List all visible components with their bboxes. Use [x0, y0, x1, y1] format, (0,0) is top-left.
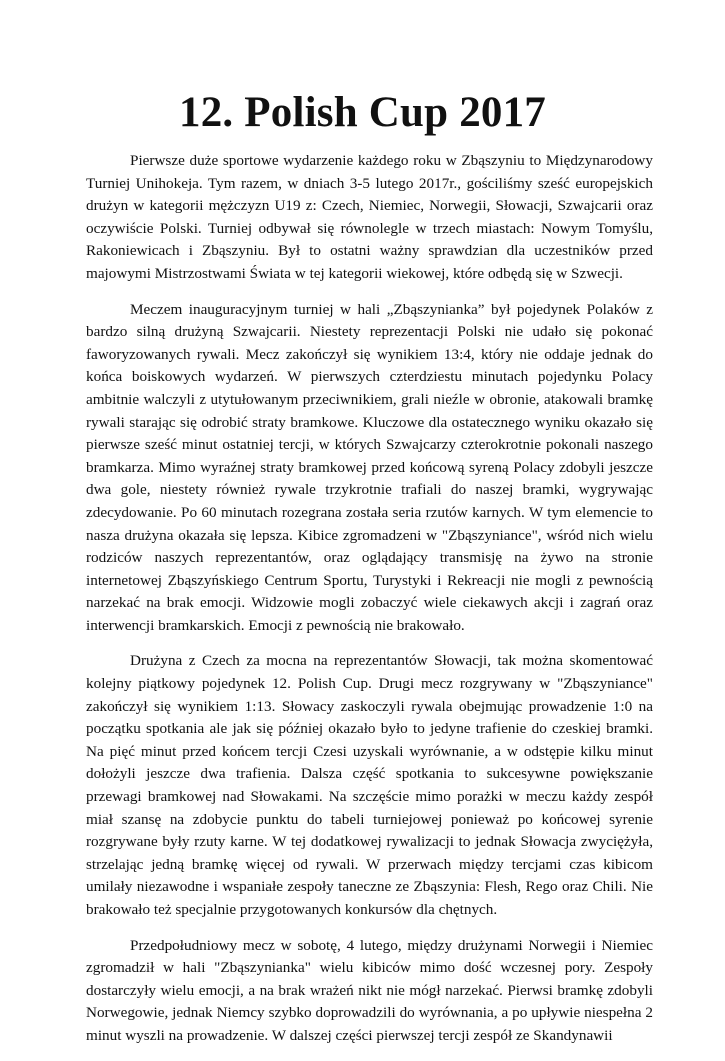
paragraph-intro: Pierwsze duże sportowe wydarzenie każdego roku w Zbąszyniu to Międzynarodowy Turniej Unihokeja. Tym razem, w dniach 3-5 lutego 2017r., gościliśmy sześć europejskich drużyn w kategorii mężczyzn U19 z: Czech, Niemiec, Norwegii, Słowacji, Szwajcarii oraz oczywiście Polski. Turniej odbywał się równolegle w trzech miastach: Nowym Tomyślu, Rakoniewicach i Zbąszyniu. Był to ostatni ważny sprawdzian dla uczestników przed majowymi Mistrzostwami Świata w tej kategorii wiekowej, które odbędą się w Szwecji. [86, 152, 653, 282]
page-title: 12. Polish Cup 2017 [179, 89, 546, 136]
paragraph-poland-switzerland: Meczem inauguracyjnym turniej w hali „Zbąszynianka” był pojedynek Polaków z bardzo silną drużyną Szwajcarii. Niestety reprezentacji Polski nie udało się pokonać faworyzowanych rywali. Mecz zakończył się wynikiem 13:4, który nie oddaje jednak do końca boiskowych wydarzeń. W pierwszych czterdziestu minutach pojedynku Polacy ambitnie walczyli z utytułowanym przeciwnikiem, grali nieźle w obronie, atakowali bramkę rywali starając się odrobić straty bramkowe. Kluczowe dla ostatecznego wyniku okazało się pierwsze sześć minut ostatniej tercji, w których Szwajcarzy czterokrotnie pokonali naszego bramkarza. Mimo wyraźnej straty bramkowej przed końcową syreną Polacy zdobyli jeszcze dwa gole, niestety również rywale trzykrotnie trafiali do naszej bramki, wygrywając zdecydowanie. Po 60 minutach rozegrana została seria rzutów karnych. W tym elemencie to nasza drużyna okazała się lepsza. Kibice zgromadzeni w "Zbąszyniance", wśród nich wielu rodziców naszych reprezentantów, oraz oglądający transmisję na żywo na stronie internetowej Zbąszyńskiego Centrum Sportu, Turystyki i Rekreacji nie mogli z pewnością narzekać na brak emocji. Widzowie mogli zobaczyć wiele ciekawych akcji i zagrań oraz interwencji bramkarskich. Emocji z pewnością nie brakowało. [86, 300, 653, 634]
article-body [86, 150, 653, 1061]
paragraph-norway-germany: Przedpołudniowy mecz w sobotę, 4 lutego, między drużynami Norwegii i Niemiec zgromadził w hali "Zbąszynianka" wielu kibiców mimo dość wczesnej pory. Zespoły dostarczyły wielu emocji, a na brak wrażeń nikt nie mógł narzekać. Pierwsi bramkę zdobyli Norwegowie, jednak Niemcy szybko doprowadzili do wyrównania, a po upływie niespełna 2 minut wyszli na prowadzenie. W dalszej części pierwszej tercji zespół ze Skandynawii [86, 936, 653, 1044]
paragraph-czech-slovakia: Drużyna z Czech za mocna na reprezentantów Słowacji, tak można skomentować kolejny piątkowy pojedynek 12. Polish Cup. Drugi mecz rozgrywany w "Zbąszyniance" zakończył się wynikiem 1:13. Słowacy zaskoczyli rywala obejmując prowadzenie 1:0 na początku spotkania ale jak się później okazało było to jedyne trafienie do czeskiej bramki. Na pięć minut przed końcem tercji Czesi uzyskali wyrównanie, a w odstępie kilku minut dołożyli jeszcze dwa trafienia. Dalsza część spotkania to sukcesywne powiększanie przewagi bramkowej nad Słowakami. Na szczęście mimo porażki w meczu każdy zespół miał szansę na zdobycie punktu do tabeli turniejowej ponieważ po końcowej syrenie rozgrywane były rzuty karne. W tej dodatkowej rywalizacji to jednak Słowacja zwyciężyła, strzelając jedną bramkę więcej od rywali. W przerwach między tercjami czas kibicom umilały niezawodne i wspaniałe zespoły taneczne ze Zbąszynia: Flesh, Rego oraz Chili. Nie brakowało też specjalnie przygotowanych konkursów dla chętnych. [86, 652, 653, 918]
